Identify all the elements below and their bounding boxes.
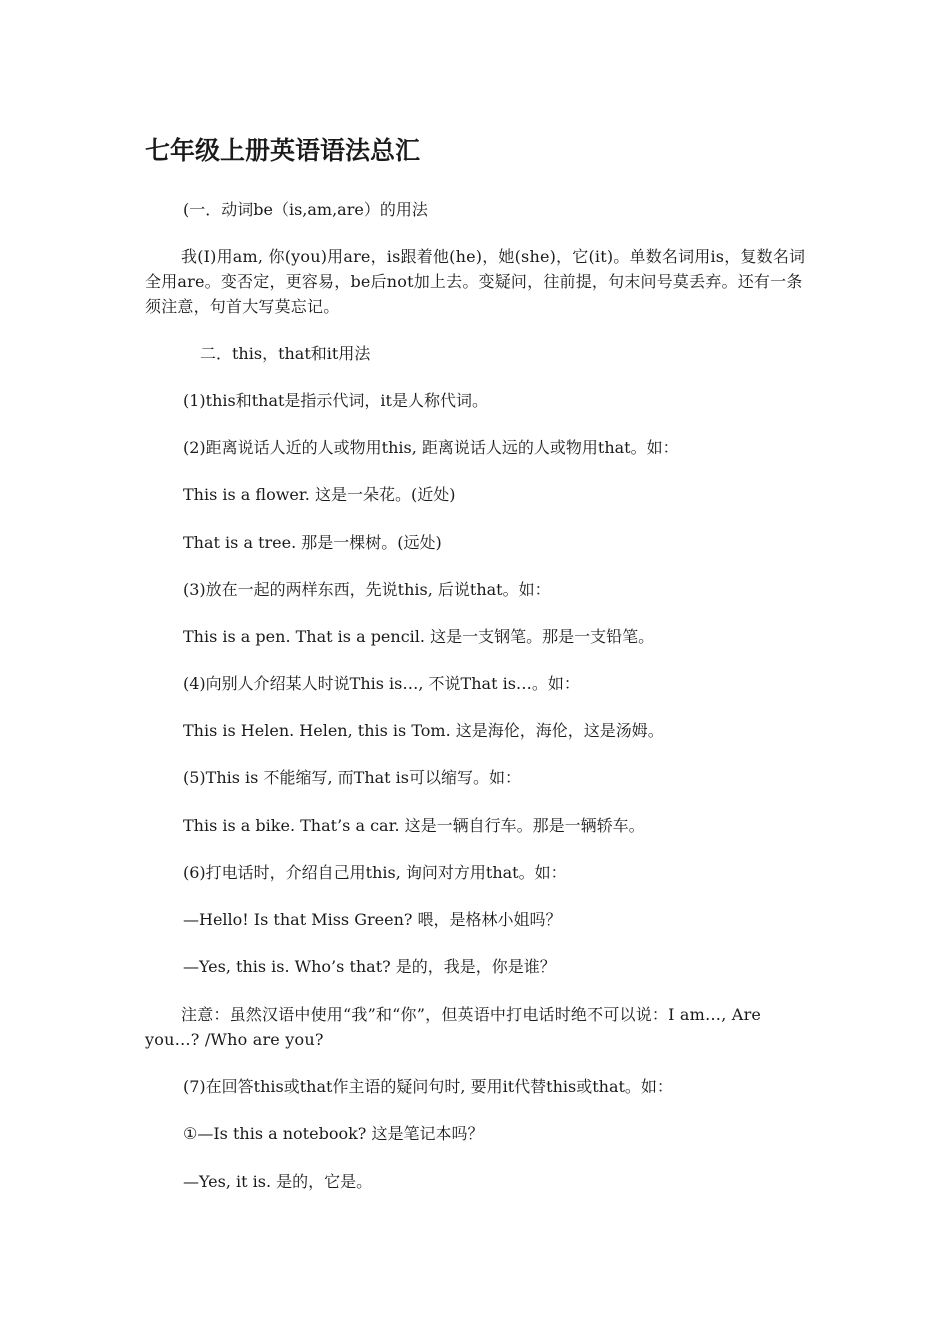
- rule-1: (1)this和that是指示代词，it是人称代词。: [183, 391, 488, 410]
- rule-3: (3)放在一起的两样东西，先说this, 后说that。如：: [183, 580, 551, 599]
- example-bike-car: This is a bike. That’s a car. 这是一辆自行车。那是一辆轿车。: [183, 816, 645, 835]
- example-helen-tom: This is Helen. Helen, this is Tom. 这是海伦，海伦，这是汤姆。: [183, 721, 664, 740]
- rule-6: (6)打电话时，介绍自己用this, 询问对方用that。如：: [183, 863, 567, 882]
- note-phone: 注意：虽然汉语中使用“我”和“你”，但英语中打电话时绝不可以说：I am…, Are you…? /Who are you?: [145, 1005, 762, 1049]
- example-notebook-question: ①—Is this a notebook? 这是笔记本吗？: [183, 1124, 484, 1143]
- document-title: 七年级上册英语语法总汇: [145, 136, 421, 165]
- paragraph-be-rhyme: 我(I)用am, 你(you)用are，is跟着他(he)，她(she)，它(it)。单数名词用is，复数名词全用are。变否定，更容易，be后not加上去。变疑问，往前提，句末问号莫丢弃。还有一条须注意，句首大写莫忘记。: [145, 247, 806, 316]
- rule-4: (4)向别人介绍某人时说This is…, 不说That is…。如：: [183, 674, 580, 693]
- rule-2: (2)距离说话人近的人或物用this, 距离说话人远的人或物用that。如：: [183, 438, 679, 457]
- rule-5: (5)This is 不能缩写, 而That is可以缩写。如：: [183, 768, 522, 787]
- example-notebook-answer: —Yes, it is. 是的，它是。: [183, 1172, 373, 1191]
- section-heading-this-that-it: 二．this，that和it用法: [200, 344, 371, 363]
- rule-7: (7)在回答this或that作主语的疑问句时, 要用it代替this或that。如：: [183, 1077, 673, 1096]
- example-pen-pencil: This is a pen. That is a pencil. 这是一支钢笔。那是一支铅笔。: [183, 627, 655, 646]
- example-flower: This is a flower. 这是一朵花。(近处): [183, 485, 456, 504]
- example-phone-answer: —Yes, this is. Who’s that? 是的，我是，你是谁？: [183, 957, 556, 976]
- example-phone-question: —Hello! Is that Miss Green? 喂，是格林小姐吗？: [183, 910, 562, 929]
- section-heading-be: (一．动词be（is,am,are）的用法: [183, 200, 428, 219]
- example-tree: That is a tree. 那是一棵树。(远处): [183, 533, 442, 552]
